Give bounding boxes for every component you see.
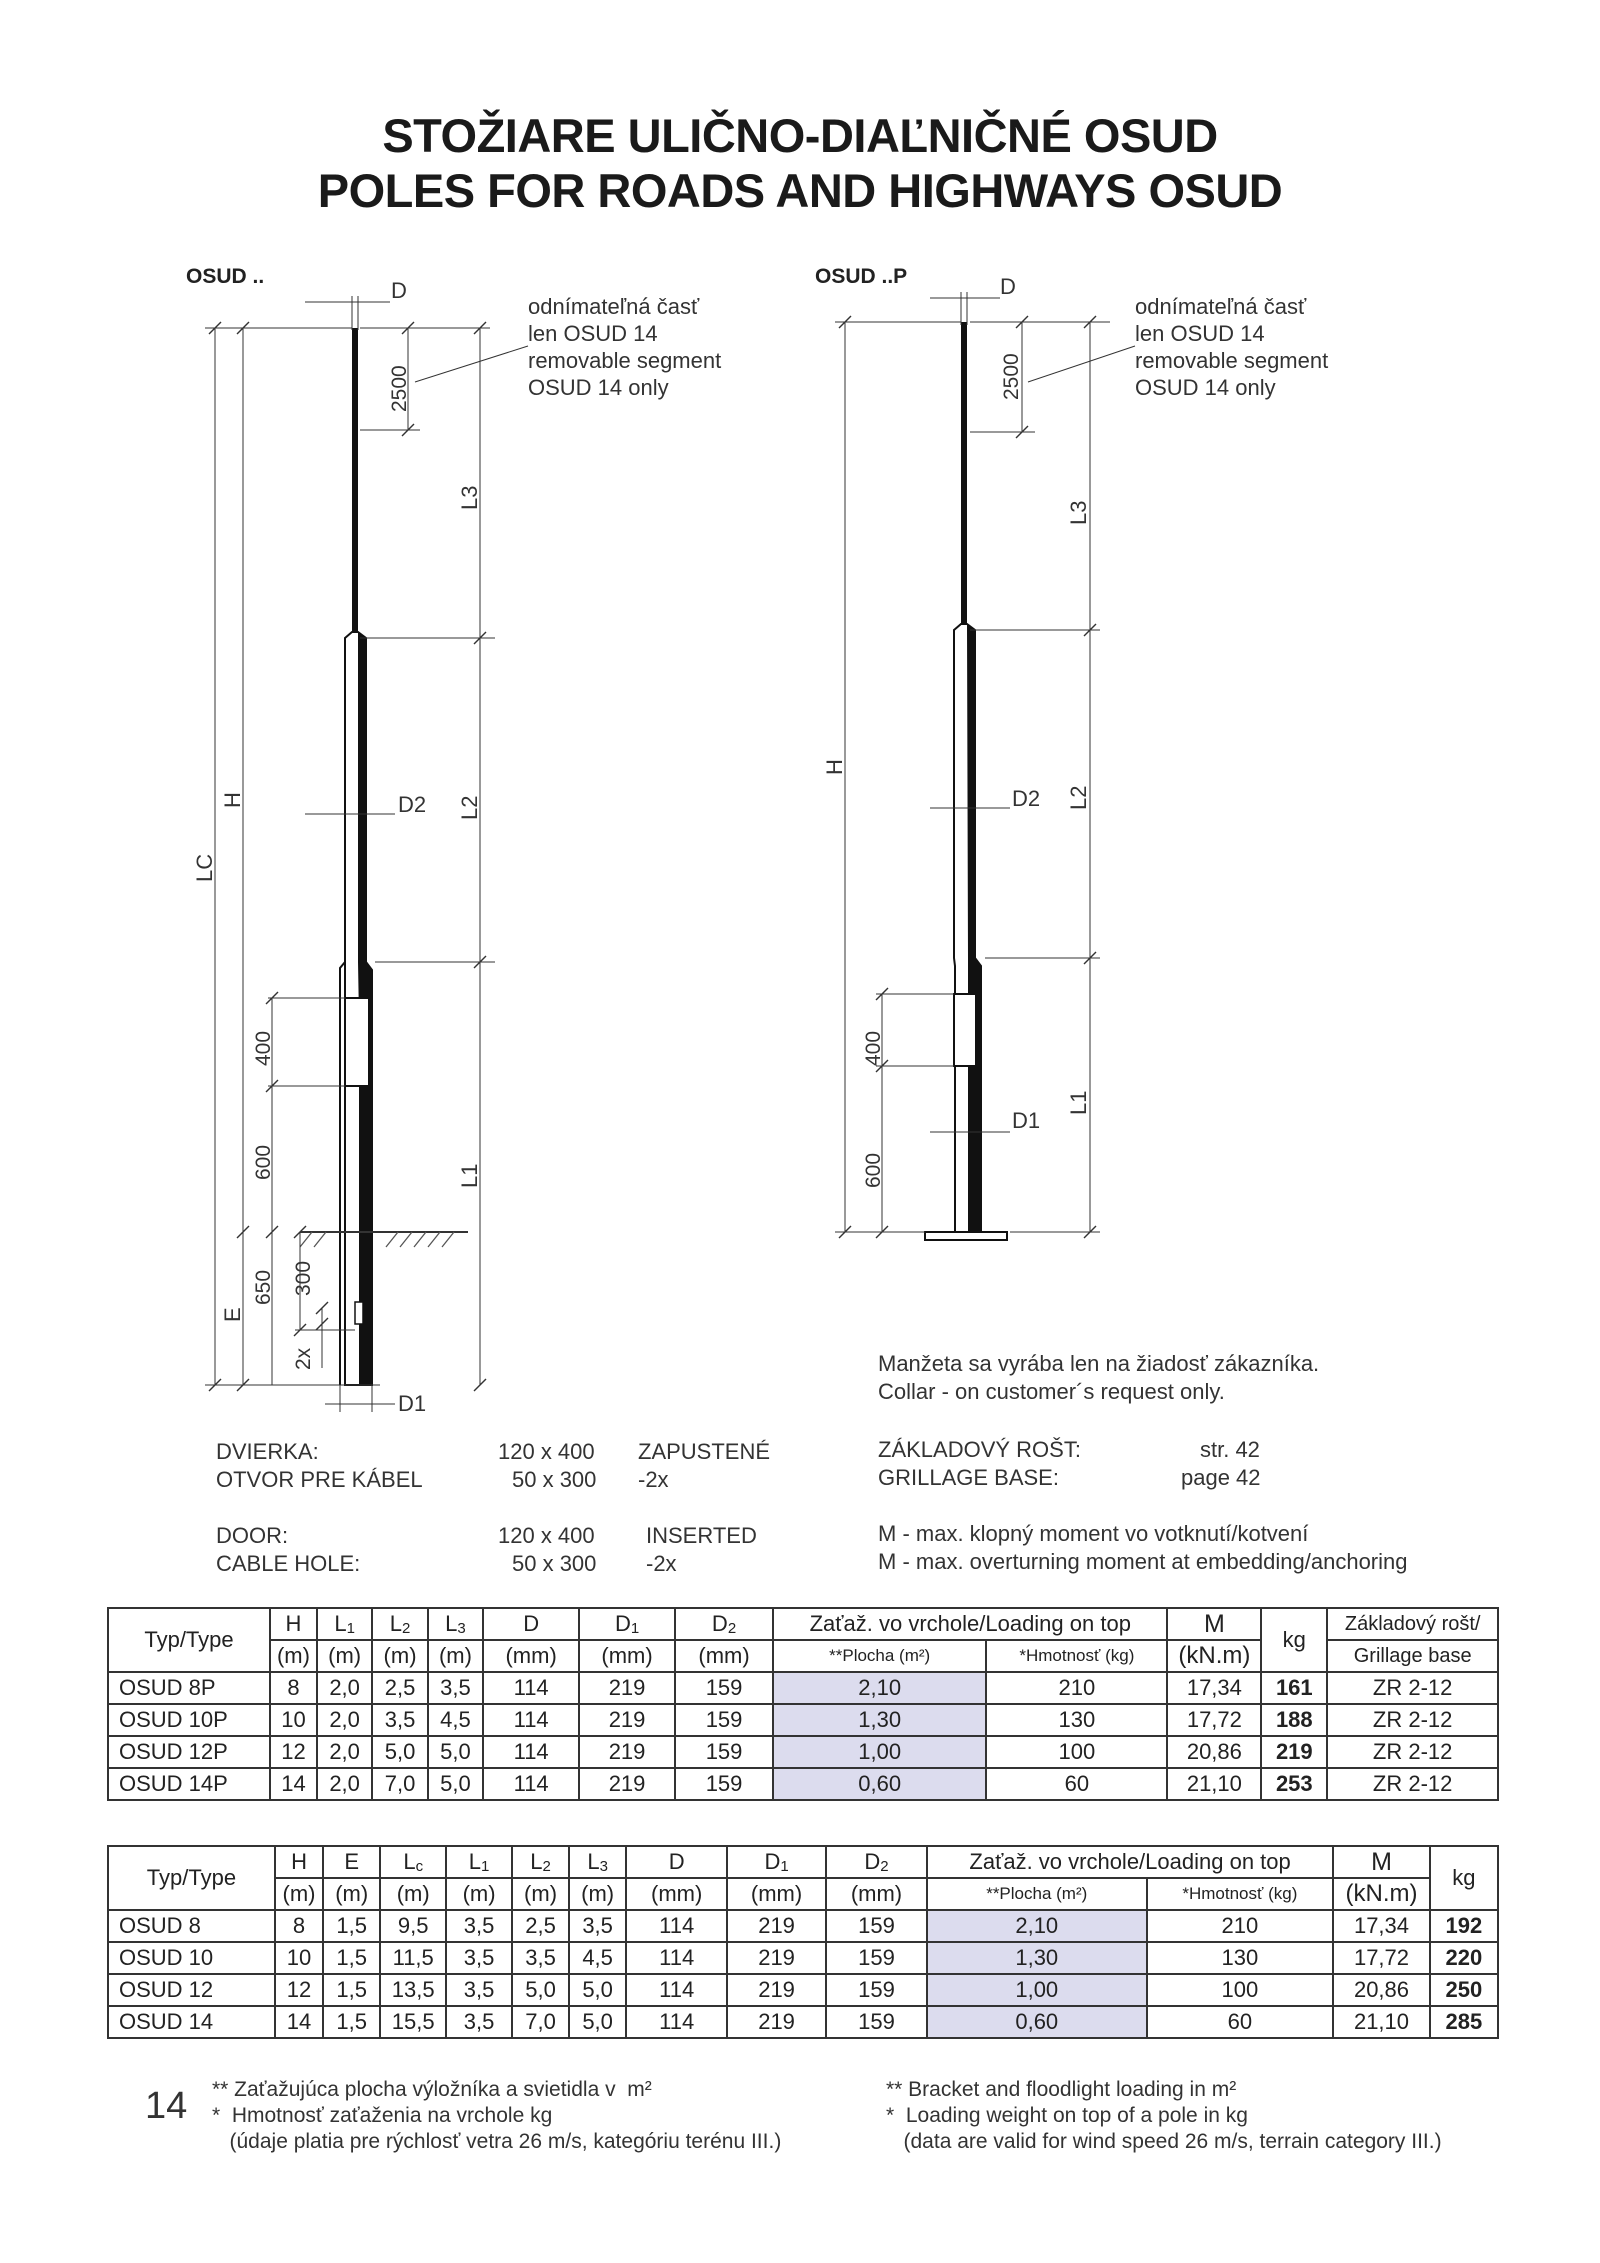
header-area: **Plocha (m²) (927, 1878, 1147, 1910)
pole-right-name: OSUD ..P (815, 265, 908, 288)
table-cell: 1,5 (323, 1942, 380, 1974)
table-row (108, 1672, 1498, 1704)
table-cell: 100 (986, 1736, 1167, 1768)
label-e: E (220, 1307, 245, 1322)
table-cell: 219 (1261, 1736, 1327, 1768)
hole-label-sk: OTVOR PRE KÁBEL (216, 1467, 423, 1492)
header-weight: *Hmotnosť (kg) (1147, 1878, 1334, 1910)
table-cell: 130 (1147, 1942, 1334, 1974)
row-type-cell: OSUD 12P (108, 1736, 270, 1768)
unit-m: (m) (428, 1640, 483, 1672)
table-cell: 14 (275, 2006, 323, 2038)
table-cell: 60 (986, 1768, 1167, 1800)
table-cell: 3,5 (446, 1910, 512, 1942)
label-l2: L2 (457, 795, 482, 820)
header-m: M (1167, 1608, 1261, 1640)
header-base: Základový rošt/ (1327, 1608, 1498, 1640)
table-cell: 15,5 (380, 2006, 446, 2038)
unit-m: (m) (275, 1878, 323, 1910)
table-cell: 3,5 (512, 1942, 569, 1974)
collar-note-sk: Manžeta sa vyrába len na žiadosť zákazníka. (878, 1351, 1320, 1376)
header-l1: L1 (317, 1608, 372, 1640)
header-l1: L1 (446, 1846, 512, 1878)
table-cell: 7,0 (512, 2006, 569, 2038)
table-osud (107, 1845, 1499, 2039)
unit-knm: (kN.m) (1333, 1878, 1430, 1910)
table-cell: 10 (275, 1942, 323, 1974)
table-cell: ZR 2-12 (1327, 1768, 1498, 1800)
table-cell: 3,5 (428, 1672, 483, 1704)
label-400: 400 (252, 1030, 275, 1066)
label-600: 600 (862, 1152, 885, 1188)
table-cell: 2,0 (317, 1704, 372, 1736)
header-loading: Zaťaž. vo vrchole/Loading on top (927, 1846, 1333, 1878)
door-label-sk: DVIERKA: (216, 1439, 319, 1464)
header-l3: L3 (428, 1608, 483, 1640)
table-cell: 114 (626, 1974, 727, 2006)
label-lc: LC (192, 853, 217, 882)
table-cell: 3,5 (446, 1942, 512, 1974)
header-lc: Lc (380, 1846, 446, 1878)
table-cell: 2,10 (773, 1672, 986, 1704)
table-cell: 20,86 (1333, 1974, 1430, 2006)
table-cell: 210 (1147, 1910, 1334, 1942)
table-cell: 2,5 (512, 1910, 569, 1942)
label-h: H (220, 792, 245, 808)
table-cell: 0,60 (927, 2006, 1147, 2038)
moment-note-en: M - max. overturning moment at embedding/anchoring (878, 1549, 1408, 1574)
table-cell: 1,5 (323, 2006, 380, 2038)
header-d1: D1 (579, 1608, 675, 1640)
table-cell: 114 (483, 1672, 579, 1704)
table-row (108, 1768, 1498, 1800)
row-type-cell: OSUD 14 (108, 2006, 275, 2038)
table-cell: 192 (1430, 1910, 1498, 1942)
table-cell: 8 (270, 1672, 317, 1704)
table-cell: 5,0 (569, 2006, 626, 2038)
table-cell: 1,00 (773, 1736, 986, 1768)
table-cell: 12 (275, 1974, 323, 2006)
header-m: M (1333, 1846, 1430, 1878)
table-cell: 12 (270, 1736, 317, 1768)
table-cell: 3,5 (372, 1704, 427, 1736)
table-cell: 5,0 (512, 1974, 569, 2006)
table-row (108, 2006, 1498, 2038)
row-type-cell: OSUD 10P (108, 1704, 270, 1736)
table-cell: 8 (275, 1910, 323, 1942)
table-cell: 130 (986, 1704, 1167, 1736)
grillage-label-en: GRILLAGE BASE: (878, 1465, 1059, 1490)
pole-left-name: OSUD .. (186, 265, 265, 288)
table-cell: ZR 2-12 (1327, 1704, 1498, 1736)
unit-m: (m) (569, 1878, 626, 1910)
unit-m: (m) (372, 1640, 427, 1672)
grillage-label-sk: ZÁKLADOVÝ ROŠT: (878, 1437, 1081, 1462)
label-2500: 2500 (388, 365, 411, 412)
unit-mm: (mm) (626, 1878, 727, 1910)
table-cell: 2,0 (317, 1768, 372, 1800)
removable-note-4: OSUD 14 only (528, 375, 669, 400)
header-loading: Zaťaž. vo vrchole/Loading on top (773, 1608, 1167, 1640)
table-cell: 20,86 (1167, 1736, 1261, 1768)
table-cell: 2,10 (927, 1910, 1147, 1942)
removable-note-3: removable segment (1135, 348, 1329, 373)
label-l3: L3 (457, 485, 482, 510)
pole-left (186, 265, 721, 1416)
row-type-cell: OSUD 8 (108, 1910, 275, 1942)
table-row (108, 1736, 1498, 1768)
header-d2: D2 (675, 1608, 773, 1640)
header-h: H (270, 1608, 317, 1640)
table-cell: 159 (826, 2006, 927, 2038)
unit-mm: (mm) (826, 1878, 927, 1910)
table-cell: ZR 2-12 (1327, 1672, 1498, 1704)
table-row (108, 1942, 1498, 1974)
header-base-en: Grillage base (1327, 1640, 1498, 1672)
table-cell: 219 (727, 1910, 826, 1942)
footnote-sk-2: * Hmotnosť zaťaženia na vrchole kg (212, 2104, 553, 2127)
table-cell: 21,10 (1167, 1768, 1261, 1800)
table-cell: 159 (675, 1704, 773, 1736)
table-cell: 1,30 (773, 1704, 986, 1736)
table-cell: 2,0 (317, 1672, 372, 1704)
header-area: **Plocha (m²) (773, 1640, 986, 1672)
header-l3: L3 (569, 1846, 626, 1878)
unit-m: (m) (270, 1640, 317, 1672)
label-400: 400 (862, 1030, 885, 1066)
table-cell: 114 (626, 1910, 727, 1942)
table-cell: 5,0 (428, 1736, 483, 1768)
table-cell: 2,0 (317, 1736, 372, 1768)
table-cell: 114 (626, 2006, 727, 2038)
title-en: POLES FOR ROADS AND HIGHWAYS OSUD (317, 164, 1283, 217)
footnote-en-2: * Loading weight on top of a pole in kg (886, 2104, 1248, 2127)
table-cell: 285 (1430, 2006, 1498, 2038)
table-cell: 3,5 (569, 1910, 626, 1942)
hole-count-en: -2x (646, 1551, 677, 1576)
table-cell: 161 (1261, 1672, 1327, 1704)
table-cell: 159 (826, 1974, 927, 2006)
table-cell: 159 (675, 1768, 773, 1800)
pole-right (815, 265, 1328, 1240)
header-d1: D1 (727, 1846, 826, 1878)
header-d: D (626, 1846, 727, 1878)
table-cell: 219 (727, 1942, 826, 1974)
door-size-en: 120 x 400 (498, 1523, 595, 1548)
table-cell: 114 (483, 1736, 579, 1768)
header-e: E (323, 1846, 380, 1878)
table-cell: 219 (727, 1974, 826, 2006)
label-600: 600 (252, 1144, 275, 1180)
row-type-cell: OSUD 8P (108, 1672, 270, 1704)
unit-m: (m) (317, 1640, 372, 1672)
moment-note-sk: M - max. klopný moment vo votknutí/kotvení (878, 1521, 1309, 1546)
table-cell: 253 (1261, 1768, 1327, 1800)
header-kg: kg (1261, 1608, 1327, 1672)
removable-note-1: odnímateľná časť (1135, 294, 1307, 319)
table-cell: 114 (626, 1942, 727, 1974)
table-cell: 7,0 (372, 1768, 427, 1800)
table-cell: 5,0 (428, 1768, 483, 1800)
label-d: D (1000, 274, 1016, 299)
table-cell: 21,10 (1333, 2006, 1430, 2038)
door-label-en: DOOR: (216, 1523, 289, 1548)
table-cell: 1,00 (927, 1974, 1147, 2006)
door-type-sk: ZAPUSTENÉ (638, 1439, 771, 1464)
label-l1: L1 (457, 1163, 482, 1188)
table-cell: 2,5 (372, 1672, 427, 1704)
table-cell: 0,60 (773, 1768, 986, 1800)
table-cell: 4,5 (569, 1942, 626, 1974)
table-cell: 3,5 (446, 2006, 512, 2038)
header-l2: L2 (512, 1846, 569, 1878)
grillage-page-sk: str. 42 (1200, 1437, 1260, 1462)
table-header-row (108, 1608, 1498, 1640)
table-cell: 1,30 (927, 1942, 1147, 1974)
label-d2: D2 (1012, 786, 1041, 811)
header-l2: L2 (372, 1608, 427, 1640)
header-weight: *Hmotnosť (kg) (986, 1640, 1167, 1672)
table-cell: 4,5 (428, 1704, 483, 1736)
hole-count-sk: -2x (638, 1467, 669, 1492)
unit-mm: (mm) (727, 1878, 826, 1910)
table-cell: 210 (986, 1672, 1167, 1704)
table-cell: 10 (270, 1704, 317, 1736)
table-cell: 100 (1147, 1974, 1334, 2006)
table-cell: 1,5 (323, 1974, 380, 2006)
table-cell: 220 (1430, 1942, 1498, 1974)
table-cell: 159 (826, 1942, 927, 1974)
label-300: 300 (292, 1260, 315, 1296)
table-cell: 5,0 (372, 1736, 427, 1768)
label-l3: L3 (1066, 500, 1091, 525)
unit-mm: (mm) (483, 1640, 579, 1672)
label-650: 650 (252, 1269, 275, 1305)
row-type-cell: OSUD 12 (108, 1974, 275, 2006)
unit-m: (m) (323, 1878, 380, 1910)
label-d1: D1 (1012, 1108, 1041, 1133)
label-l1: L1 (1066, 1090, 1091, 1115)
footnote-en-1: ** Bracket and floodlight loading in m² (886, 2078, 1237, 2101)
table-cell: 188 (1261, 1704, 1327, 1736)
table-cell: 219 (579, 1768, 675, 1800)
unit-m: (m) (512, 1878, 569, 1910)
label-d: D (391, 278, 407, 303)
table-row (108, 1910, 1498, 1942)
label-l2: L2 (1066, 785, 1091, 810)
table-cell: 159 (675, 1672, 773, 1704)
table-cell: 219 (727, 2006, 826, 2038)
unit-m: (m) (446, 1878, 512, 1910)
label-2500: 2500 (1000, 353, 1023, 400)
table-cell: 1,5 (323, 1910, 380, 1942)
grillage-page-en: page 42 (1181, 1465, 1261, 1490)
hole-label-en: CABLE HOLE: (216, 1551, 361, 1576)
table-cell: 5,0 (569, 1974, 626, 2006)
table-row (108, 1974, 1498, 2006)
label-h: H (822, 759, 847, 775)
table-cell: 159 (826, 1910, 927, 1942)
removable-note-3: removable segment (528, 348, 722, 373)
table-row (108, 1704, 1498, 1736)
hole-size-en: 50 x 300 (512, 1551, 597, 1576)
unit-mm: (mm) (675, 1640, 773, 1672)
header-d2: D2 (826, 1846, 927, 1878)
unit-knm: (kN.m) (1167, 1640, 1261, 1672)
page-number: 14 (145, 2085, 188, 2127)
row-type-cell: OSUD 14P (108, 1768, 270, 1800)
table-cell: 114 (483, 1704, 579, 1736)
footnote-sk-3: (údaje platia pre rýchlosť vetra 26 m/s, kategóriu terénu III.) (212, 2130, 782, 2153)
unit-m: (m) (380, 1878, 446, 1910)
table-header-row (108, 1846, 1498, 1878)
table-cell: 219 (579, 1704, 675, 1736)
removable-note-4: OSUD 14 only (1135, 375, 1276, 400)
table-cell: 14 (270, 1768, 317, 1800)
label-2x: 2x (292, 1347, 315, 1370)
label-d2: D2 (398, 792, 427, 817)
header-h: H (275, 1846, 323, 1878)
unit-mm: (mm) (579, 1640, 675, 1672)
title-sk: STOŽIARE ULIČNO-DIAĽNIČNÉ OSUD (382, 109, 1218, 162)
removable-note-2: len OSUD 14 (1135, 321, 1265, 346)
door-size-sk: 120 x 400 (498, 1439, 595, 1464)
header-kg: kg (1430, 1846, 1498, 1910)
label-d1: D1 (398, 1391, 427, 1416)
removable-note-1: odnímateľná časť (528, 294, 700, 319)
table-cell: 17,72 (1167, 1704, 1261, 1736)
header-type: Typ/Type (108, 1608, 270, 1672)
table-cell: 11,5 (380, 1942, 446, 1974)
table-cell: 60 (1147, 2006, 1334, 2038)
table-cell: ZR 2-12 (1327, 1736, 1498, 1768)
removable-note-2: len OSUD 14 (528, 321, 658, 346)
header-d: D (483, 1608, 579, 1640)
table-osud-p (107, 1607, 1499, 1801)
collar-note-en: Collar - on customer´s request only. (878, 1379, 1225, 1404)
footnote-en-3: (data are valid for wind speed 26 m/s, terrain category III.) (886, 2130, 1442, 2153)
table-cell: 17,72 (1333, 1942, 1430, 1974)
table-units-row (108, 1878, 1498, 1910)
table-cell: 219 (579, 1672, 675, 1704)
table-cell: 3,5 (446, 1974, 512, 2006)
table-cell: 219 (579, 1736, 675, 1768)
table-cell: 159 (675, 1736, 773, 1768)
table-cell: 9,5 (380, 1910, 446, 1942)
hole-size-sk: 50 x 300 (512, 1467, 597, 1492)
table-cell: 13,5 (380, 1974, 446, 2006)
table-cell: 114 (483, 1768, 579, 1800)
table-cell: 17,34 (1167, 1672, 1261, 1704)
table-cell: 250 (1430, 1974, 1498, 2006)
row-type-cell: OSUD 10 (108, 1942, 275, 1974)
footnote-sk-1: ** Zaťažujúca plocha výložníka a svietidla v m² (212, 2078, 652, 2101)
door-type-en: INSERTED (646, 1523, 757, 1548)
table-cell: 17,34 (1333, 1910, 1430, 1942)
header-type: Typ/Type (108, 1846, 275, 1910)
